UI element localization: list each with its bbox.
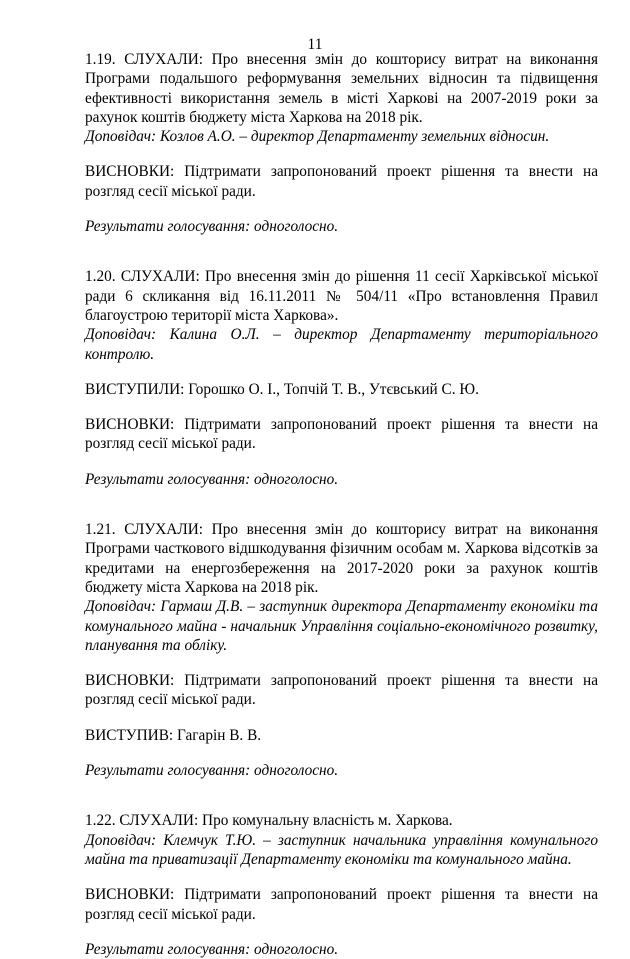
heard-paragraph: 1.21. СЛУХАЛИ: Про внесення змін до кошторису витрат на виконання Програми часткового відшкодування фізичним особам м. Харкова відсотків за кредитами на енергозбереження на 2017-2020 роки за рахунок коштів бюджету міста Харкова на 2018 рік. xyxy=(85,521,598,596)
speaker-line: Доповідач: Калина О.Л. – директор Департаменту територіального контролю. xyxy=(85,326,598,363)
conclusion-paragraph: ВИСНОВКИ: Підтримати запропонований проект рішення та внести на розгляд сесії міської ради. xyxy=(85,416,598,453)
vote-result: Результати голосування: одноголосно. xyxy=(85,218,339,236)
speaker-line: Доповідач: Козлов А.О. – директор Департаменту земельних відносин. xyxy=(85,128,550,146)
page-content xyxy=(85,50,598,959)
heard-paragraph: 1.20. СЛУХАЛИ: Про внесення змін до рішення 11 сесії Харківської міської ради 6 скликання від 16.11.2011 № 504/11 «Про встановлення Правил благоустрою території міста Харкова». xyxy=(85,268,598,324)
speaker-line: Доповідач: Клемчук Т.Ю. – заступник начальника управління комунального майна та приватизації Департаменту економіки та комунального майна. xyxy=(85,831,598,868)
spoke-line: ВИСТУПИЛИ: Горошко О. І., Топчій Т. В., Утєвський С. Ю. xyxy=(85,380,479,398)
conclusion-paragraph: ВИСНОВКИ: Підтримати запропонований проект рішення та внести на розгляд сесії міської ради. xyxy=(85,163,598,200)
section-1-19 xyxy=(85,50,598,236)
speaker-line: Доповідач: Гармаш Д.В. – заступник директора Департаменту економіки та комунального майна - начальник Управління соціально-економічного розвитку, планування та обліку. xyxy=(85,598,598,654)
heard-paragraph: 1.19. СЛУХАЛИ: Про внесення змін до кошторису витрат на виконання Програми подальшого реформування земельних відносин та підвищення ефективності використання земель в місті Харкові на 2007-2019 роки за рахунок коштів бюджету міста Харкова на 2018 рік. xyxy=(85,51,598,126)
vote-result: Результати голосування: одноголосно. xyxy=(85,940,339,958)
section-1-22 xyxy=(85,811,598,959)
conclusion-paragraph: ВИСНОВКИ: Підтримати запропонований проект рішення та внести на розгляд сесії міської ради. xyxy=(85,672,598,709)
page-number: 11 xyxy=(307,36,323,53)
vote-result: Результати голосування: одноголосно. xyxy=(85,470,339,488)
heard-paragraph: 1.22. СЛУХАЛИ: Про комунальну власність м. Харкова. xyxy=(85,812,453,830)
spoke-line: ВИСТУПИВ: Гагарін В. В. xyxy=(85,726,262,744)
vote-result: Результати голосування: одноголосно. xyxy=(85,762,339,780)
section-1-21 xyxy=(85,520,598,780)
conclusion-paragraph: ВИСНОВКИ: Підтримати запропонований проект рішення та внести на розгляд сесії міської ради. xyxy=(85,886,598,923)
section-1-20 xyxy=(85,267,598,489)
